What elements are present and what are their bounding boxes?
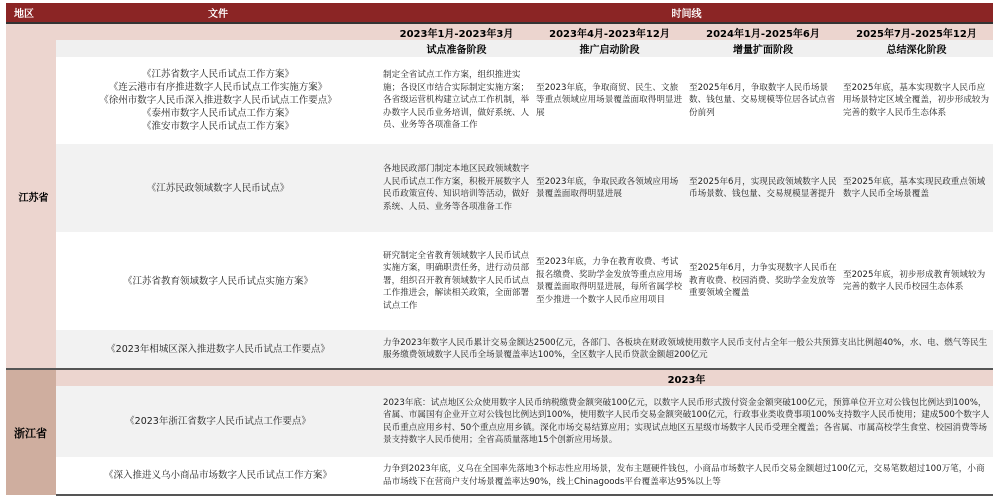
header-row — [6, 3, 993, 23]
stage-row — [6, 40, 993, 57]
file-list — [56, 57, 380, 144]
target-text: 力争到2023年底，义乌在全国率先落地3个标志性应用场景，发布主题硬件钱包，小商品市场数字人民币交易金额超过100亿元，交易笔数超过100万笔，小商品市场线下在营商户支付场景覆盖率达90%，线上Chinagoods平台覆盖率达95%以上等 — [380, 457, 993, 495]
stage-3: 增量扩面阶段 — [686, 40, 840, 57]
stage-cell: 至2025年底，基本实现民政重点领域数字人民币全场景覆盖 — [840, 144, 993, 232]
stage-cell: 至2023年底，力争在教育收费、考试报名缴费、奖助学金发放等重点应用场景覆盖面取得明显进展，每所省属学校至少推进一个数字人民币应用项目 — [533, 232, 686, 330]
year-label: 2023年 — [380, 369, 993, 386]
file-title: 《江苏省数字人民币试点工作方案》 — [141, 69, 294, 80]
target-text: 力争2023年数字人民币累计交易金额达2500亿元，各部门、各板块在财政领域使用数字人民币支付占全年一般公共预算支出比例超40%，水、电、燃气等民生服务缴费领域数字人民币全场景覆盖率达100%，全区数字人民币贷款金额超200亿元 — [380, 330, 993, 369]
region-zhejiang: 浙江省 — [6, 369, 56, 495]
table-row — [6, 386, 993, 457]
stage-cell: 研究制定全省教育领域数字人民币试点实施方案，明确职责任务，进行动员部署，组织召开教育领域数字人民币试点工作推进会，解读相关政策，全面部署试点工作 — [380, 232, 533, 330]
file-title: 《徐州市数字人民币深入推进数字人民币试点工作要点》 — [99, 95, 337, 106]
file-header: 文件 — [56, 3, 380, 23]
file-title: 《深入推进义乌小商品市场数字人民币试点工作方案》 — [56, 457, 380, 495]
period-3: 2024年1月-2025年6月 — [686, 23, 840, 40]
stage-cell: 至2025年6月，实现民政领域数字人民币场景数、钱包量、交易规模显著提升 — [686, 144, 840, 232]
stage-cell: 至2025年6月，力争实现数字人民币在教育收费、校园消费、奖助学金发放等重要领域全覆盖 — [686, 232, 840, 330]
table-row — [6, 330, 993, 369]
stage-cell: 制定全省试点工作方案，组织推进实施；各设区市结合实际制定实施方案；各省级运营机构建立试点工作机制，举办数字人民币业务培训，做好系统、人员、业务等各项准备工作 — [380, 57, 533, 144]
stage-2: 推广启动阶段 — [533, 40, 686, 57]
region-jiangsu: 江苏省 — [6, 23, 56, 369]
file-title: 《泰州市数字人民币试点工作方案》 — [141, 108, 294, 119]
file-title: 《2023年相城区深入推进数字人民币试点工作要点》 — [56, 330, 380, 369]
stage-cell: 至2023年底，争取民政各领域应用场景覆盖面取得明显进展 — [533, 144, 686, 232]
stage-cell: 各地民政部门制定本地区民政领域数字人民币试点工作方案，积极开展数字人民币政策宣传、知识培训等活动，做好系统、人员、业务等各项准备工作 — [380, 144, 533, 232]
file-title: 《江苏省教育领域数字人民币试点实施方案》 — [56, 232, 380, 330]
file-title: 《江苏民政领域数字人民币试点》 — [56, 144, 380, 232]
year-row — [6, 369, 993, 386]
table-row — [6, 232, 993, 330]
file-title: 《2023年浙江省数字人民币试点工作要点》 — [56, 386, 380, 457]
pilot-timeline-table — [6, 3, 993, 496]
stage-cell: 至2023年底，争取商贸、民生、文旅等重点领域应用场景覆盖面取得明显进展 — [533, 57, 686, 144]
period-2: 2023年4月-2023年12月 — [533, 23, 686, 40]
target-text: 2023年底：试点地区公众使用数字人民币纳税缴费金额突破100亿元，以数字人民币形式拨付资金金额突破100亿元，预算单位开立对公钱包比例达到100%，省属、市属国有企业开立对公钱包比例达到100%，使用数字人民币交易金额突破100亿元，行政事业类收费事项100%支持数字人民币使用；建成500个数字人民币重点应用乡村、50个重点应用乡镇。深化市场交易结算应用；实现试点地区五星级市场数字人民币受理全覆盖；各省属、市属高校学生食堂、校园消费等场景支持数字人民币使用；全省高质量落地15个创新应用场景。 — [380, 386, 993, 457]
timeline-header: 时间线 — [380, 3, 993, 23]
table-row — [6, 457, 993, 495]
period-row — [6, 23, 993, 40]
stage-1: 试点准备阶段 — [380, 40, 533, 57]
stage-cell: 至2025年底，初步形成教育领域较为完善的数字人民币校园生态体系 — [840, 232, 993, 330]
period-1: 2023年1月-2023年3月 — [380, 23, 533, 40]
stage-cell: 至2025年6月，争取数字人民币场景数、钱包量、交易规模等位居各试点省份前列 — [686, 57, 840, 144]
table-row — [6, 144, 993, 232]
region-header: 地区 — [6, 3, 56, 23]
table-row — [6, 57, 993, 144]
stage-cell: 至2025年底，基本实现数字人民币应用场景特定区域全覆盖，初步形成较为完善的数字人民币生态体系 — [840, 57, 993, 144]
period-4: 2025年7月-2025年12月 — [840, 23, 993, 40]
stage-4: 总结深化阶段 — [840, 40, 993, 57]
file-title: 《连云港市有序推进数字人民币试点工作实施方案》 — [108, 82, 328, 93]
file-title: 《淮安市数字人民币试点工作方案》 — [141, 121, 294, 132]
